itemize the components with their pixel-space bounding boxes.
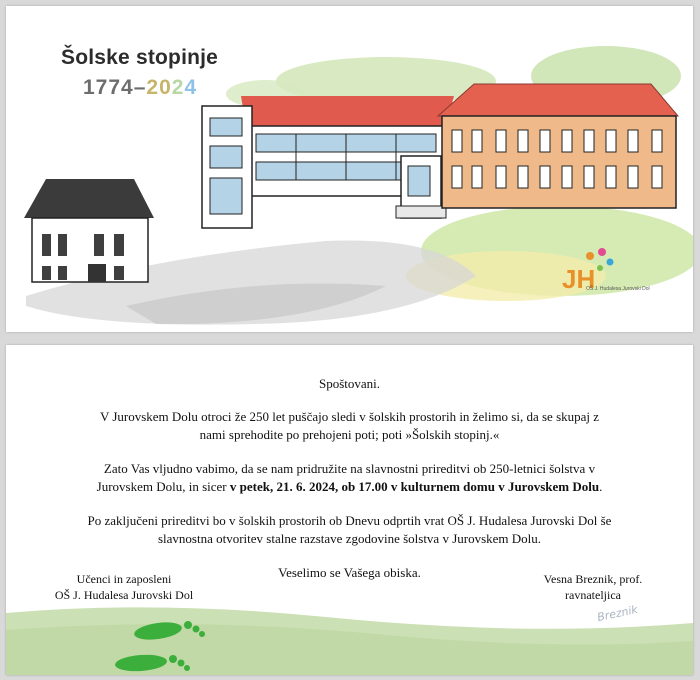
old-school-building [438, 84, 678, 208]
event-details: v petek, 21. 6. 2024, ob 17.00 v kulturnem domu v Jurovskem Dolu [229, 479, 600, 494]
page-title: Šolske stopinje [61, 46, 219, 69]
logo-letters: JH [562, 264, 596, 294]
invitation-cover [6, 6, 693, 332]
title-block [61, 46, 218, 100]
letter-body [6, 375, 693, 598]
paragraph-invitation: Zato Vas vljudno vabimo, da se nam pridružite na slavnostni prireditvi ob 250-letnici šolstva v Jurovskem Dolu, in sicer v petek, 21. 6. 2024, ob 17.00 v kulturnem domu v Jurovskem Dolu. [96, 461, 603, 494]
old-house [24, 179, 154, 282]
signature-students-staff: Učenci in zaposleni OŠ J. Hudalesa Jurovski Dol [54, 572, 194, 602]
modern-building [202, 96, 454, 228]
closing-line: Veselimo se Vašega obiska. [278, 565, 421, 580]
signature-principal: Vesna Breznik, prof. ravnateljica [543, 572, 643, 602]
logo-caption: OŠ J. Hudalesa Jurovski Dol [586, 286, 650, 292]
paragraph-intro: V Jurovskem Dolu otroci že 250 let puščajo sledi v šolskih prostorih in želimo si, da se skupaj z nami sprehodite po prehojeni poti; poti »Šolskih stopinj.« [99, 409, 600, 442]
years-label: 1774–2024 [83, 76, 198, 99]
invitation-letter [6, 345, 693, 675]
handwritten-signature: Breznik [596, 602, 639, 625]
greeting: Spoštovani. [318, 376, 381, 391]
paragraph-exhibition: Po zaključeni prireditvi bo v šolskih prostorih ob Dnevu odprtih vrat OŠ J. Hudalesa Jurovski Dol še slavnostna otvoritev stalne razstave zgodovine šolstva v Jurovskem Dolu. [87, 513, 612, 546]
